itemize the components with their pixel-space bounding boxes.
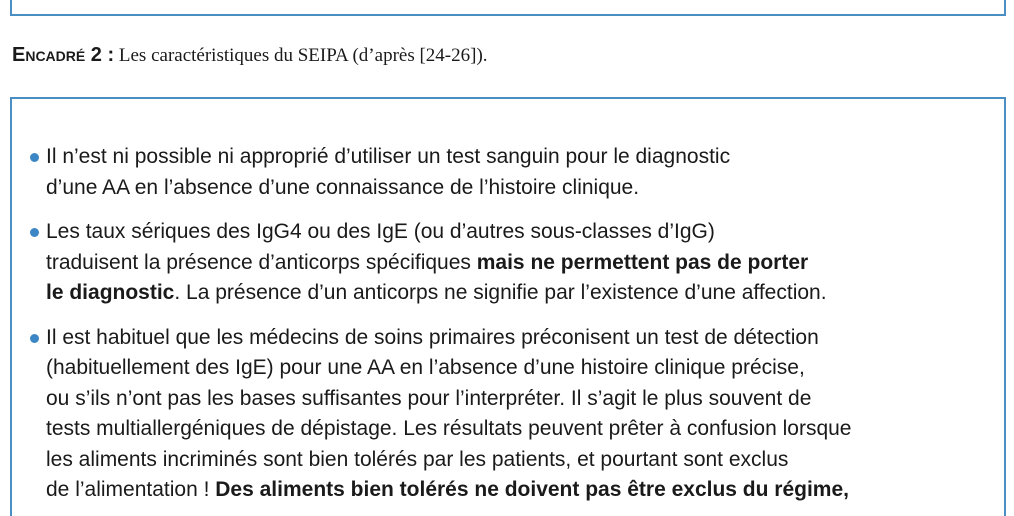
bullet-2-emphasis-1: mais ne permettent pas de porter <box>476 250 809 274</box>
bullet-3-line-6-text: de l’alimentation ! <box>46 478 216 501</box>
bullet-2-emphasis-2: le diagnostic <box>46 281 175 304</box>
bullet-item-2 <box>28 217 978 309</box>
bullet-2-line-3 <box>46 278 978 309</box>
bullet-list <box>28 142 978 516</box>
bullet-1-line-2: d’une AA en l’absence d’une connaissance de l’histoire clinique. <box>46 175 640 199</box>
bullet-dot-icon <box>30 228 39 237</box>
bullet-3-emphasis: Des aliments bien tolérés ne doivent pas être exclus du régime, <box>215 478 849 501</box>
previous-box-border <box>10 0 1006 16</box>
box-caption <box>12 44 488 67</box>
bullet-dot-icon <box>30 153 39 162</box>
bullet-3-line-6 <box>46 475 978 506</box>
caption-text: Les caractéristiques du SEIPA (d’après [24-26]). <box>114 45 488 66</box>
bullet-item-1 <box>28 142 978 203</box>
bullet-3-line-2: (habituellement des IgE) pour une AA en l’absence d’une histoire clinique précise, <box>46 356 805 379</box>
bullet-dot-icon <box>30 334 39 343</box>
bullet-3-line-1: Il est habituel que les médecins de soins primaires préconisent un test de détection <box>46 325 819 349</box>
bullet-2-line-2-text: traduisent la présence d’anticorps spécifiques <box>46 250 477 274</box>
bullet-3-line-5: les aliments incriminés sont bien tolérés par les patients, et pourtant sont exclus <box>46 447 789 471</box>
bullet-item-3 <box>28 323 978 506</box>
bullet-2-line-1: Les taux sériques des IgG4 ou des IgE (ou d’autres sous-classes d’IgG) <box>46 220 715 243</box>
bullet-1-line-1: Il n’est ni possible ni approprié d’utiliser un test sanguin pour le diagnostic <box>46 145 731 168</box>
caption-label: Encadré 2 : <box>12 44 115 66</box>
bullet-2-line-3-text: . La présence d’un anticorps ne signifie par l’existence d’une affection. <box>174 281 827 304</box>
bullet-2-line-2 <box>46 248 978 279</box>
bullet-3-line-3: ou s’ils n’ont pas les bases suffisantes pour l’interpréter. Il s’agit le plus souvent de <box>46 386 812 410</box>
bullet-3-line-4: tests multiallergéniques de dépistage. Les résultats peuvent prêter à confusion lorsque <box>46 417 852 440</box>
